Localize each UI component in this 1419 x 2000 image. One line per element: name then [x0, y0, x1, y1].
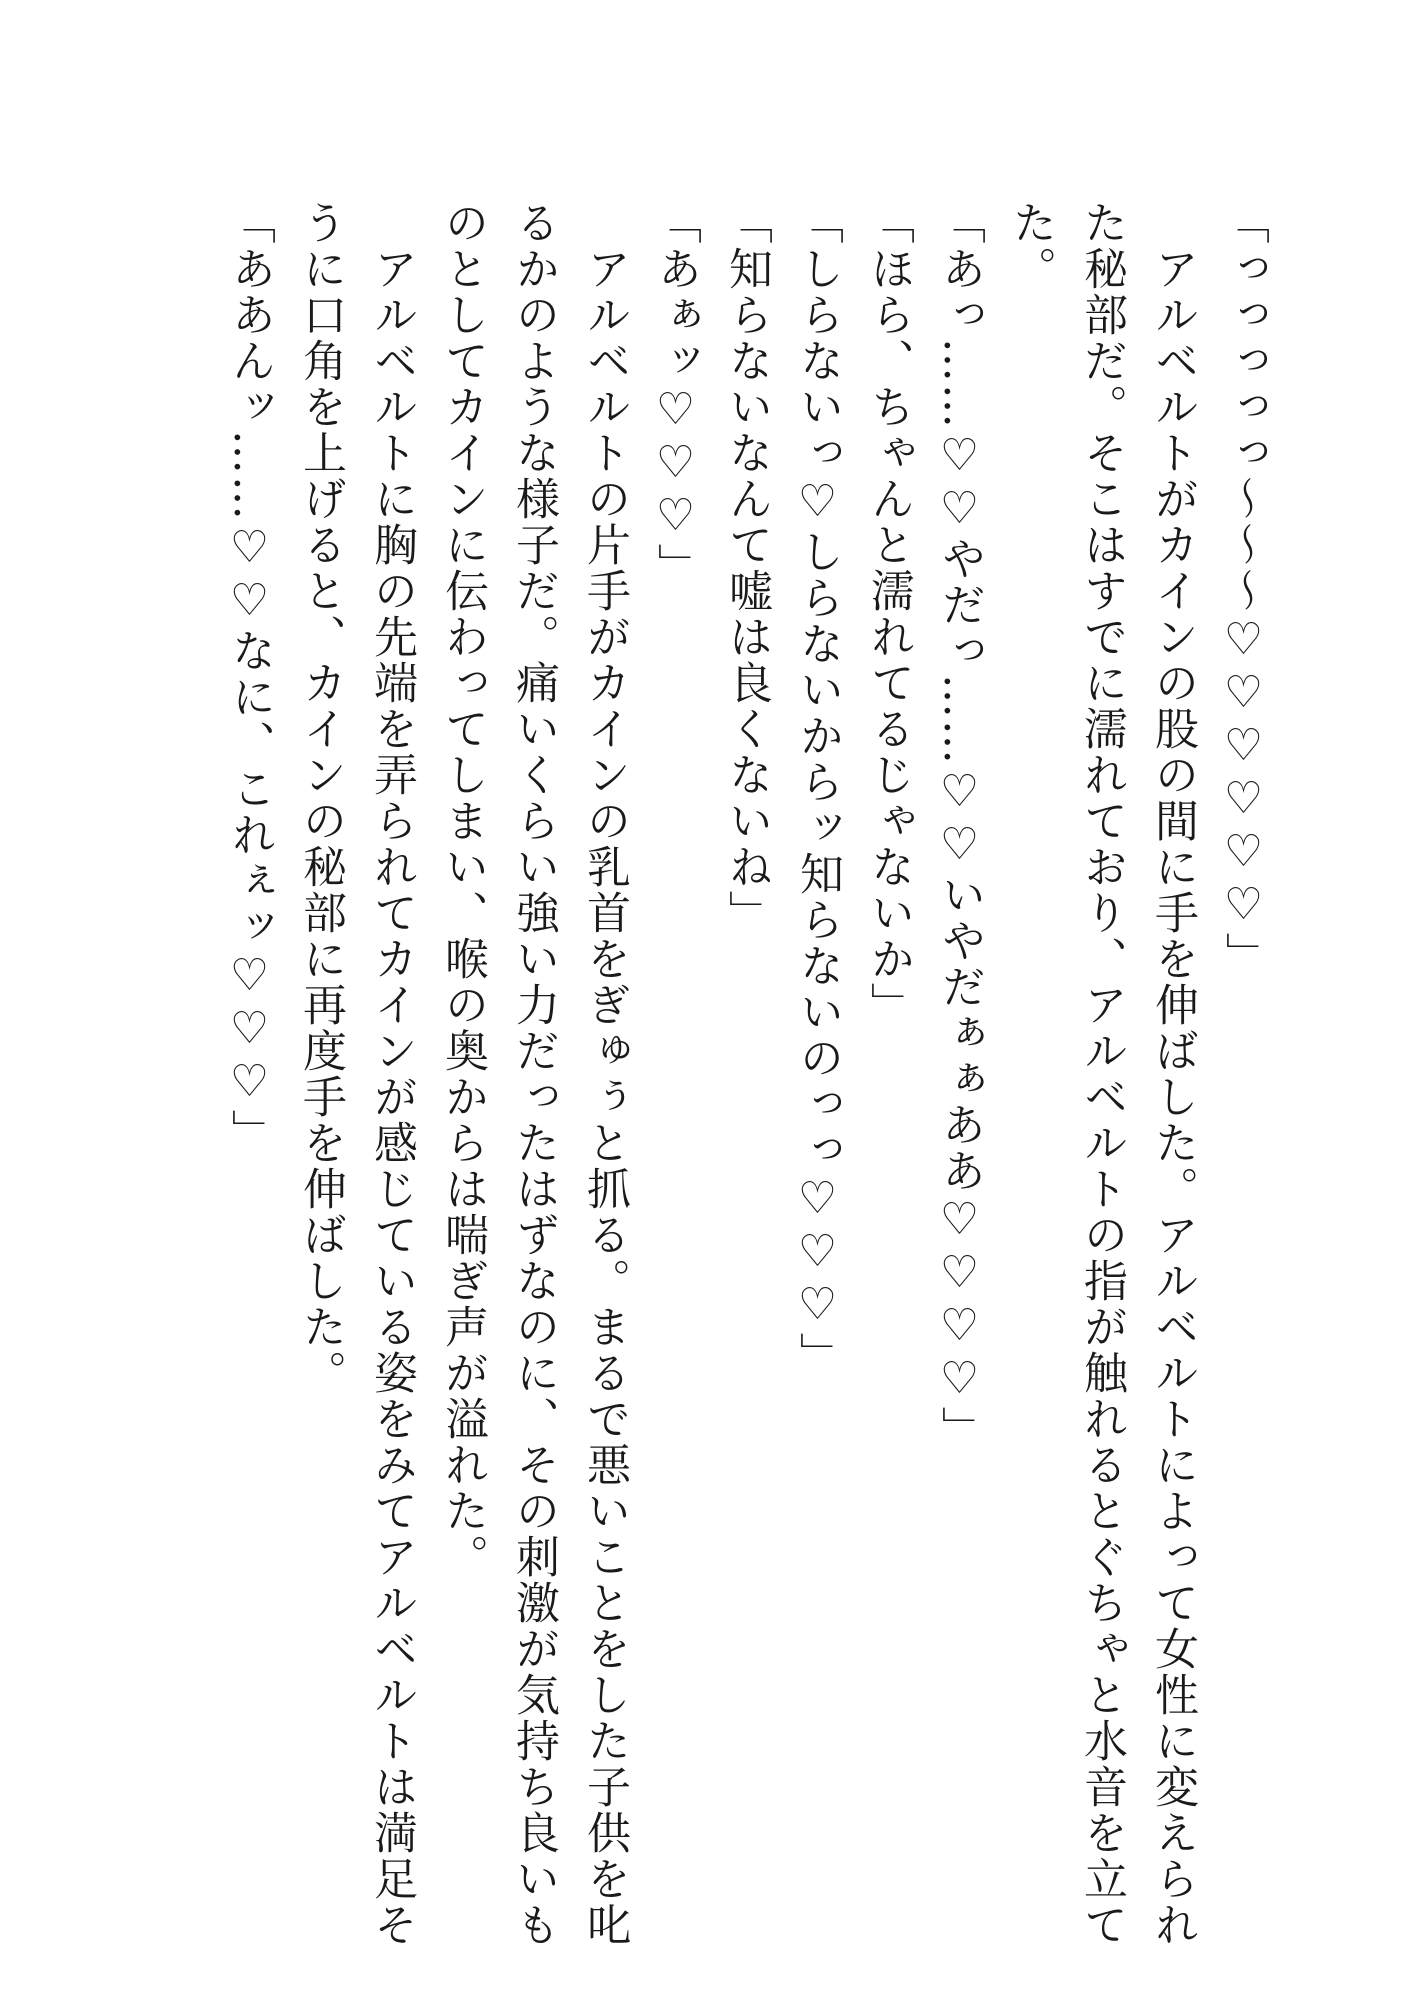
- text-line: 「しらないっ♡しらないからッ知らないのっっ♡♡♡」: [792, 200, 843, 1378]
- vertical-text-body: [214, 200, 1279, 1948]
- text-line: 「ああんッ……♡♡なに、これぇッ♡♡♡」: [224, 200, 275, 1155]
- text-line: 「っっっっっ〜〜〜♡♡♡♡♡♡」: [1218, 200, 1269, 978]
- text-line: 「あぁッ♡♡♡」: [650, 200, 701, 589]
- text-line: た。: [1005, 200, 1056, 292]
- text-line: 「ほら、ちゃんと濡れてるじゃないか」: [863, 200, 914, 1028]
- text-line: 「あっ……♡♡やだっ……♡♡いやだぁぁああ♡♡♡♡」: [934, 200, 985, 1452]
- text-line: アルベルトに胸の先端を弄られてカインが感じている姿をみてアルベルトは満足そ: [366, 200, 417, 1948]
- text-line: アルベルトがカインの股の間に手を伸ばした。アルベルトによって女性に変えられ: [1147, 200, 1198, 1948]
- text-line: た秘部だ。そこはすでに濡れており、アルベルトの指が触れるとぐちゃと水音を立て: [1076, 200, 1127, 1948]
- text-line: 「知らないなんて嘘は良くないね」: [721, 200, 772, 936]
- text-line: のとしてカインに伝わってしまい、喉の奥からは喘ぎ声が溢れた。: [437, 200, 488, 1580]
- text-line: うに口角を上げると、カインの秘部に再度手を伸ばした。: [295, 200, 346, 1396]
- text-line: るかのような様子だ。痛いくらい強い力だったはずなのに、その刺激が気持ち良いも: [508, 200, 559, 1948]
- text-line: アルベルトの片手がカインの乳首をぎゅぅと抓る。まるで悪いことをした子供を叱: [579, 200, 630, 1948]
